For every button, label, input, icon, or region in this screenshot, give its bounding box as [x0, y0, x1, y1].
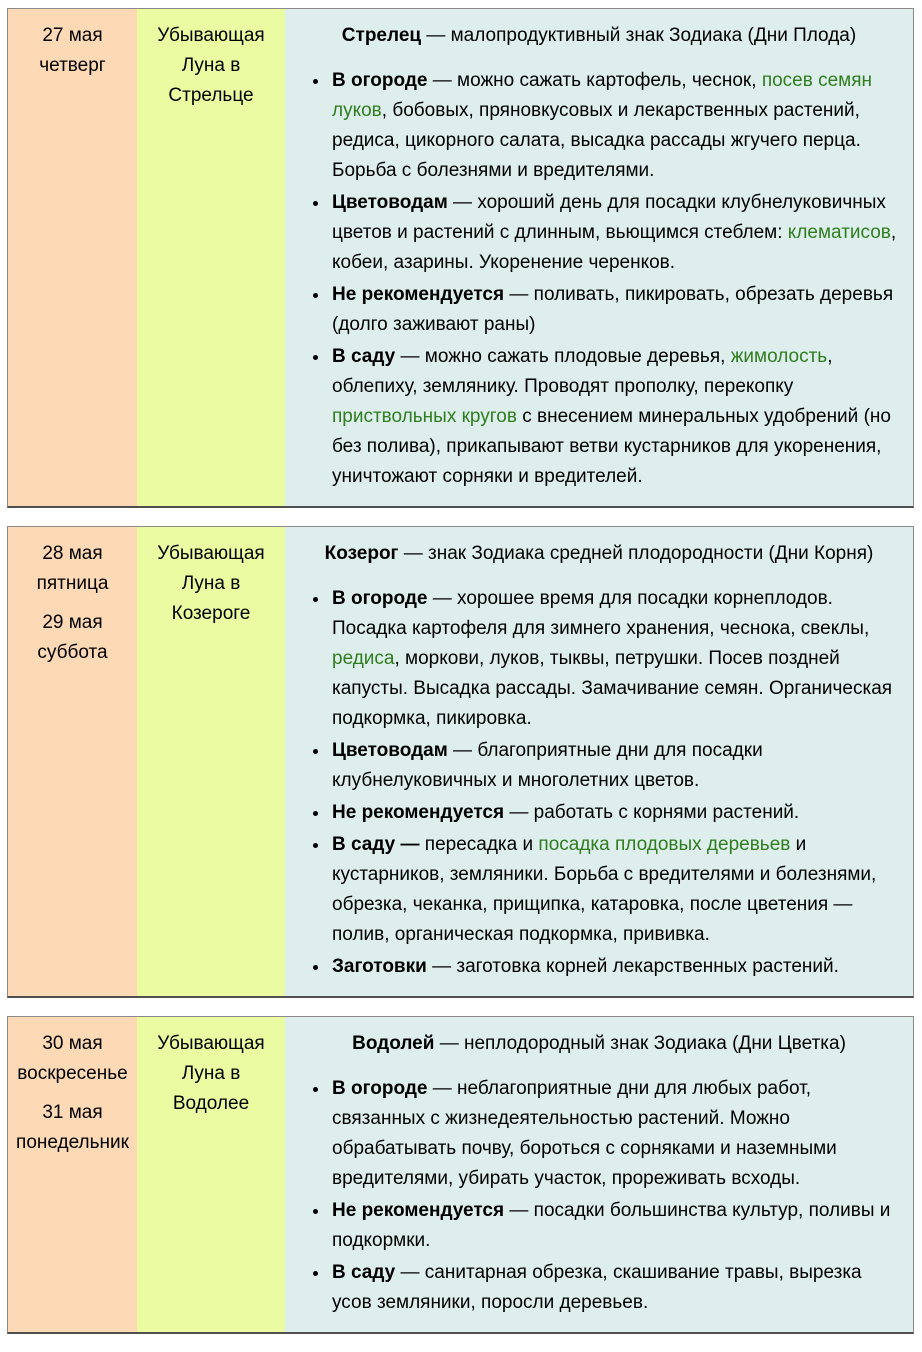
zodiac-description: — знак Зодиака средней плодородности (Дни Корня) — [398, 543, 874, 564]
item-text: — можно сажать картофель, чеснок, — [427, 70, 762, 91]
zodiac-name: Водолей — [352, 1033, 435, 1054]
list-item — [330, 280, 899, 340]
item-label: Цветоводам — [332, 740, 448, 761]
calendar-row — [7, 1016, 914, 1334]
list-item — [330, 66, 899, 186]
item-label: В огороде — [332, 70, 428, 91]
list-item — [330, 736, 899, 796]
recommendations-cell — [285, 527, 913, 996]
item-text: , облепиху, землянику. Проводят прополку, перекопку — [332, 346, 833, 397]
calendar-row — [7, 526, 914, 998]
date-weekday: четверг — [39, 55, 106, 76]
date-cell — [8, 1017, 137, 1332]
list-item — [330, 1258, 899, 1318]
item-label: В саду — [332, 346, 396, 367]
item-text: с внесением минеральных удобрений (но без полива), прикапывают ветви кустарников для укоренения, уничтожают сорняки и вредителей. — [332, 406, 891, 487]
list-item — [330, 798, 899, 828]
item-text: — поливать, пикировать, обрезать деревья (долго заживают раны) — [332, 284, 894, 335]
item-text: — санитарная обрезка, скашивание травы, вырезка усов земляники, поросли деревьев. — [332, 1262, 862, 1313]
plant-link[interactable]: жимолость — [730, 346, 828, 367]
moon-phase-cell — [137, 527, 285, 996]
moon-phase-cell — [137, 9, 285, 506]
item-text: — можно сажать плодовые деревья, — [395, 346, 731, 367]
item-text: — хороший день для посадки клубнелуковичных цветов и растений с длинным, вьющимся стеблем: — [332, 192, 886, 243]
calendar-row — [7, 8, 914, 508]
item-label: В огороде — [332, 588, 428, 609]
recommendations-list — [285, 1074, 899, 1318]
date-day: 27 мая — [42, 25, 103, 46]
zodiac-description: — малопродуктивный знак Зодиака (Дни Плода) — [421, 25, 857, 46]
date-entry — [12, 1098, 133, 1158]
plant-link[interactable]: посев семян луков — [332, 70, 873, 121]
recommendations-cell — [285, 1017, 913, 1332]
list-item — [330, 584, 899, 734]
item-text: — заготовка корней лекарственных растений. — [426, 956, 839, 977]
zodiac-title — [285, 21, 899, 51]
item-label: Не рекомендуется — [332, 802, 505, 823]
list-item — [330, 342, 899, 492]
item-text: — посадки большинства культур, поливы и подкормки. — [332, 1200, 891, 1251]
item-label: Не рекомендуется — [332, 1200, 505, 1221]
date-entry — [12, 21, 133, 81]
zodiac-title — [285, 539, 899, 569]
item-text: — неблагоприятные дни для любых работ, связанных с жизнедеятельностью растений. Можно обрабатывать почву, бороться с сорняками и наземными вредителями, убирать участок, прореживать всходы. — [332, 1078, 837, 1189]
plant-link[interactable]: посадка плодовых деревьев — [538, 834, 791, 855]
date-weekday: пятница — [36, 573, 109, 594]
date-entry — [12, 539, 133, 599]
moon-phase-text: Убывающая Луна в Козероге — [157, 543, 265, 624]
date-cell — [8, 527, 137, 996]
item-label: В огороде — [332, 1078, 428, 1099]
date-entry — [12, 1029, 133, 1089]
date-weekday: суббота — [37, 642, 108, 663]
date-cell — [8, 9, 137, 506]
moon-phase-text: Убывающая Луна в Водолее — [157, 1033, 265, 1114]
item-label: В саду — [332, 1262, 396, 1283]
item-label: Цветоводам — [332, 192, 448, 213]
item-label: В саду — — [332, 834, 420, 855]
item-text: пересадка и — [419, 834, 539, 855]
item-text: , бобовых, пряновкусовых и лекарственных растений, редиса, цикорного салата, высадка рассады жгучего перца. Борьба с болезнями и вредителями. — [332, 100, 861, 181]
date-day: 31 мая — [42, 1102, 103, 1123]
plant-link[interactable]: клематисов — [787, 222, 891, 243]
item-text: — работать с корнями растений. — [504, 802, 800, 823]
plant-link[interactable]: редиса — [332, 648, 395, 669]
recommendations-list — [285, 66, 899, 492]
date-weekday: воскресенье — [17, 1063, 128, 1084]
item-text: и кустарников, земляники. Борьба с вредителями и болезнями, обрезка, чеканка, прищипка, катаровка, после цветения — полив, органическая подкормка, прививка. — [332, 834, 877, 945]
date-day: 30 мая — [42, 1033, 103, 1054]
item-label: Не рекомендуется — [332, 284, 505, 305]
moon-phase-cell — [137, 1017, 285, 1332]
list-item — [330, 830, 899, 950]
item-text: — благоприятные дни для посадки клубнелуковичных и многолетних цветов. — [332, 740, 763, 791]
list-item — [330, 1196, 899, 1256]
moon-phase-text: Убывающая Луна в Стрельце — [157, 25, 265, 106]
plant-link[interactable]: приствольных кругов — [332, 406, 517, 427]
date-entry — [12, 608, 133, 668]
zodiac-name: Козерог — [324, 543, 399, 564]
item-text: , моркови, луков, тыквы, петрушки. Посев поздней капусты. Высадка рассады. Замачивание семян. Органическая подкормка, пикировка. — [332, 648, 893, 729]
item-text: — хорошее время для посадки корнеплодов. Посадка картофеля для зимнего хранения, чеснока, свеклы, — [332, 588, 870, 639]
zodiac-name: Стрелец — [341, 25, 422, 46]
list-item — [330, 1074, 899, 1194]
list-item — [330, 188, 899, 278]
recommendations-cell — [285, 9, 913, 506]
item-label: Заготовки — [332, 956, 427, 977]
list-item — [330, 952, 899, 982]
item-text: , кобеи, азарины. Укоренение черенков. — [332, 222, 897, 273]
date-day: 29 мая — [42, 612, 103, 633]
zodiac-title — [285, 1029, 899, 1059]
date-weekday: понедельник — [16, 1132, 129, 1153]
recommendations-list — [285, 584, 899, 982]
date-day: 28 мая — [42, 543, 103, 564]
zodiac-description: — неплодородный знак Зодиака (Дни Цветка) — [434, 1033, 846, 1054]
